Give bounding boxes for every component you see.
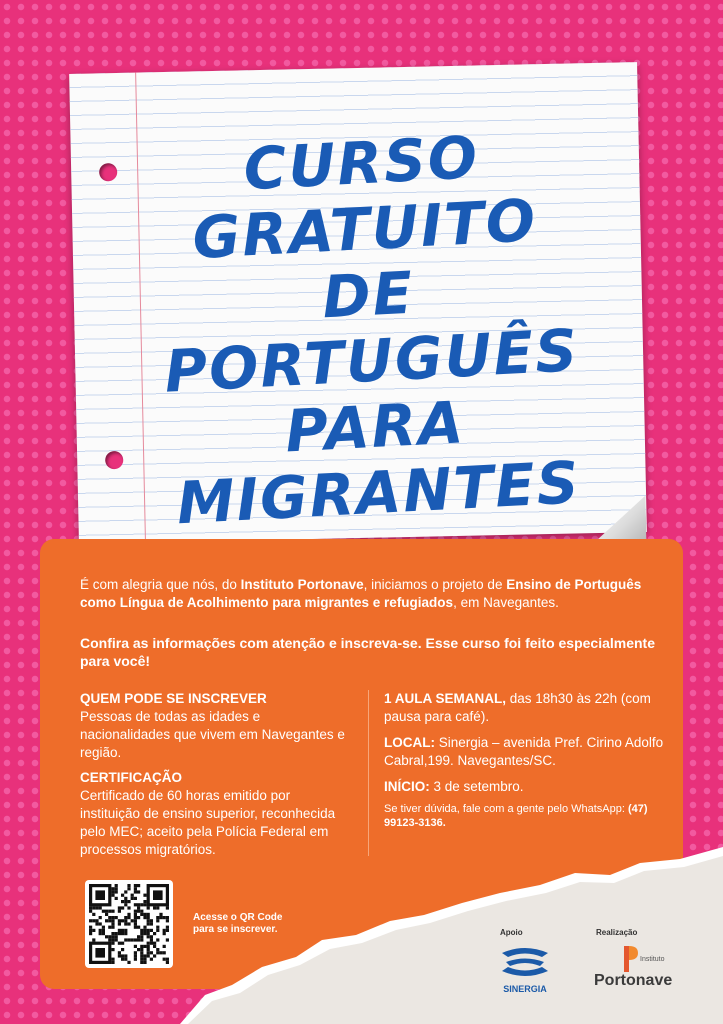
- call-to-action-text: Confira as informações com atenção e inscreva-se. Esse curso foi feito especialmente para você!: [80, 635, 656, 669]
- certification-text: Certificado de 60 horas emitido por instituição de ensino superior, reconhecida pelo MEC; aceito pela Polícia Federal em processos migratórios.: [80, 788, 336, 857]
- portonave-icon: [622, 946, 638, 972]
- location-text: Sinergia – avenida Pref. Cirino Adolfo Cabral,199. Navegantes/SC.: [384, 735, 664, 768]
- project-name: Ensino de Português como Língua de Acolhimento para migrantes e refugiados: [80, 577, 642, 610]
- qr-code[interactable]: [85, 880, 173, 968]
- poster-title: [140, 119, 600, 537]
- sinergia-name: SINERGIA: [503, 984, 547, 994]
- intro-text: É com alegria que nós, do: [80, 577, 241, 592]
- who-heading: QUEM PODE SE INSCREVER: [80, 691, 267, 706]
- intro-text: , iniciamos o projeto de: [363, 577, 507, 592]
- title-line: GRATUITO DE: [190, 186, 539, 332]
- right-column: [384, 690, 669, 830]
- title-line: PARA: [283, 388, 467, 466]
- apoio-label: Apoio: [500, 928, 523, 937]
- intro-paragraph: [80, 576, 660, 612]
- qr-caption: Acesse o QR Code para se inscrever.: [193, 912, 283, 935]
- realizacao-label: Realização: [596, 928, 638, 937]
- schedule-text: das 18h30 às 22h (com pausa para café).: [384, 691, 651, 724]
- portonave-name: Portonave: [594, 972, 673, 989]
- intro-text: , em Navegantes.: [453, 595, 559, 610]
- left-column: [80, 690, 350, 859]
- schedule-heading: 1 AULA SEMANAL,: [384, 691, 507, 706]
- sinergia-logo: [498, 945, 552, 994]
- column-divider: [368, 690, 369, 856]
- schedule-block: [384, 690, 669, 726]
- certification-heading: CERTIFICAÇÃO: [80, 770, 182, 785]
- title-line: CURSO: [242, 123, 481, 204]
- qr-code-pattern: [85, 880, 173, 968]
- location-heading: LOCAL:: [384, 735, 435, 750]
- binder-hole: [105, 451, 123, 469]
- contact-block: [384, 802, 669, 830]
- whatsapp-number[interactable]: (47) 99123-3136.: [384, 803, 648, 829]
- title-line: MIGRANTES: [175, 448, 583, 538]
- contact-text: Se tiver dúvida, fale com a gente pelo WhatsApp:: [384, 803, 628, 815]
- start-block: [384, 778, 669, 796]
- who-text: Pessoas de todas as idades e nacionalidades que vivem em Navegantes e região.: [80, 709, 345, 760]
- portonave-small: Instituto: [640, 956, 665, 963]
- portonave-logo: [594, 946, 676, 990]
- org-name: Instituto Portonave: [240, 577, 364, 592]
- start-text: 3 de setembro.: [429, 779, 524, 794]
- title-line: PORTUGUÊS: [162, 316, 581, 406]
- binder-hole: [99, 163, 117, 181]
- start-heading: INÍCIO:: [384, 779, 430, 794]
- location-block: [384, 734, 669, 770]
- sinergia-icon: [498, 945, 552, 979]
